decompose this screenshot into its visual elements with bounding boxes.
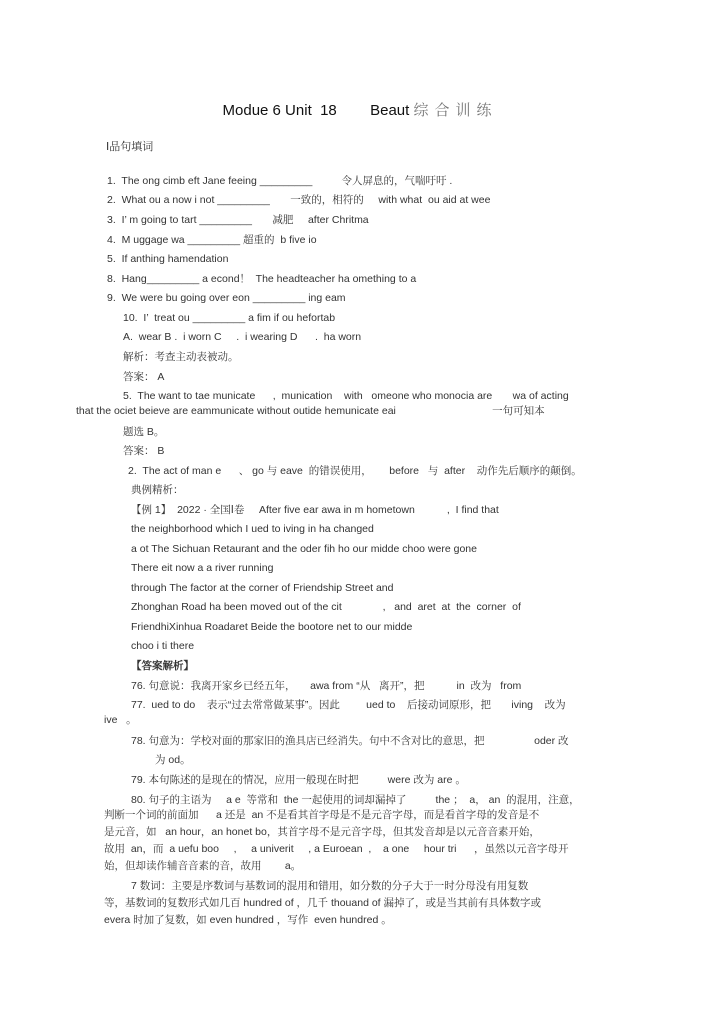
answer-line: 答案： A [123,371,165,383]
example-line: through The factor at the corner of Friendship Street and [131,582,394,594]
title-english: Modue 6 Unit 18 Beaut [222,102,414,119]
explanation-line: 始，但却读作辅音音素的音，故用 a。 [104,860,302,872]
options-line: A. wear B . i worn C . i wearing D . ha worn [123,331,362,343]
explanation-line: 为 od。 [155,754,191,766]
subheading: 【答案解析】 [131,660,194,672]
paragraph-line: 题选 B。 [123,426,165,438]
explanation-line: ive 。 [104,714,137,726]
question-9: 9. We were bu going over eon _________ ing eam [107,292,346,304]
subheading: 典例精析： [131,484,184,496]
title-chinese: 综合训练 [413,101,498,119]
example-line: There eit now a a river running [131,562,274,574]
explanation-line: 故用 an，而 a uefu boo , a univerit , a Euroean , a one hour tri ，虽然以元音字母开 [104,843,569,855]
example-line: a ot The Sichuan Retaurant and the oder fih ho our midde choo were gone [131,543,477,555]
paragraph-line: 2. The act of man e 、 go 与 eave 的错误使用， before 与 after 动作先后顺序的颠倒。 [128,465,582,477]
question-5: 5. If anthing hamendation [107,253,229,265]
section-heading: Ⅰ品句填词 [106,141,154,153]
explanation-line: 78. 句意为：学校对面的那家旧的渔具店已经消失。句中不含对比的意思，把 oder 改 [131,735,569,747]
example-line: choo i ti there [131,640,195,652]
question-8: 8. Hang_________ a econd！ The headteacher ha omething to a [107,273,417,285]
example-line: Zhonghan Road ha been moved out of the cit , and aret at the corner of [131,601,521,613]
explanation-line: 80. 句子的主语为 a e 等常和 the 一起使用的词却漏掉了 the ； a， an 的混用，注意， [131,794,580,806]
explanation-line: 79. 本句陈述的是现在的情况，应用一般现在时把 were 改为 are 。 [131,774,466,786]
analysis-line: 解析：考查主动表被动。 [123,351,239,363]
question-3: 3. I’ m going to tart _________ 减肥 after Chritma [107,214,369,226]
example-line: 【例 1】 2022 · 全国Ⅰ卷 After five ear awa in m hometown , I find that [131,504,499,516]
paragraph-line: 5. The want to tae municate , munication with omeone who monocia are wa of acting [123,390,569,402]
explanation-line: 76. 句意说：我离开家乡已经五年， awa from “从 离开”，把 in 改为 from [131,680,522,692]
explanation-line: evera 时加了复数，如 even hundred ，写作 even hundred 。 [104,914,392,926]
example-line: FriendhiXinhua Roadaret Beide the bootore net to our midde [131,621,413,633]
question-1: 1. The ong cimb eft Jane feeing _________ 令人屏息的，气喘吁吁 . [107,175,453,187]
question-10: 10. I’ treat ou _________ a fim if ou hefortab [123,312,336,324]
explanation-line: 是元音，如 an hour，an honet bo，其首字母不是元音字母，但其发音却是以元音音素开始， [104,826,540,838]
explanation-line: 77. ued to do 表示“过去常常做某事”。因此 ued to 后接动词原形，把 iving 改为 [131,699,566,711]
explanation-line: 等，基数词的复数形式如几百 hundred of ，几千 thouand of 漏掉了，或是当其前有具体数字或 [104,897,542,909]
explanation-line: 7 数词：主要是序数词与基数词的混用和错用，如分数的分子大于一时分母没有用复数 [131,880,529,892]
question-4: 4. M uggage wa _________ 超重的 b five io [107,234,317,246]
question-2: 2. What ou a now i not _________ 一致的，相符的 with what ou aid at wee [107,194,491,206]
example-line: the neighborhood which I ued to iving in ha changed [131,523,374,535]
answer-line: 答案： B [123,445,165,457]
page-title [0,99,720,120]
explanation-line: 判断一个词的前面加 a 还是 an 不是看其首字母是不是元音字母，而是看首字母的发音是不 [104,809,540,821]
paragraph-line: that the ociet beieve are eammunicate without outide hemunicate eai 一句可知本 [76,405,545,417]
